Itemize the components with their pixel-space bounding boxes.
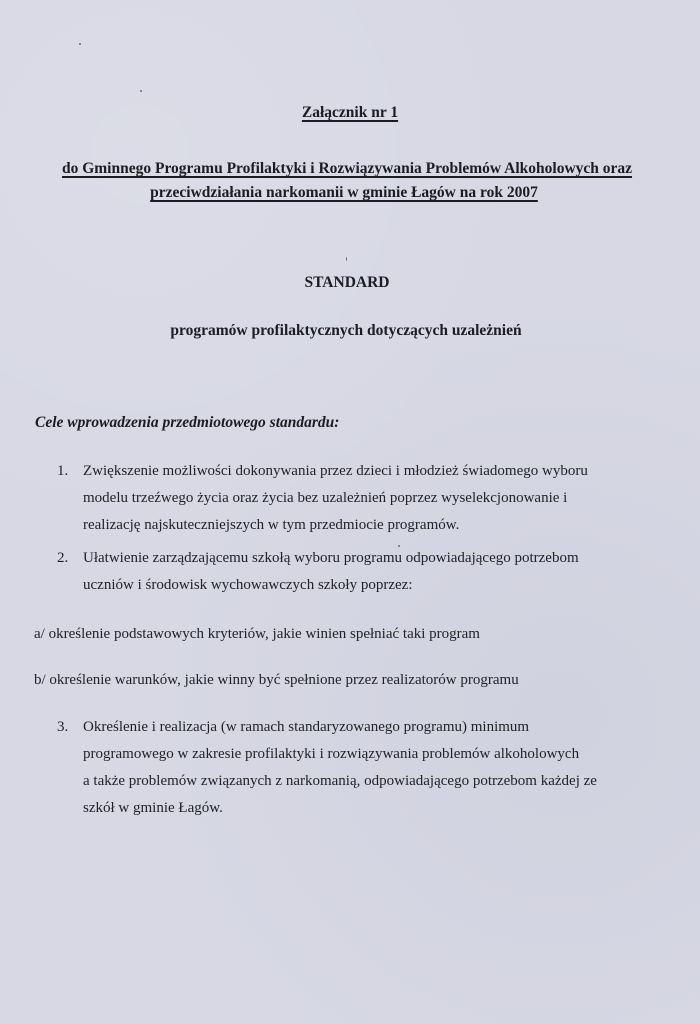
scan-speck	[140, 90, 142, 92]
list-line: Ułatwienie zarządzającemu szkołą wyboru programu odpowiadającego potrzebom	[83, 550, 579, 566]
list-line: programowego w zakresie profilaktyki i rozwiązywania problemów alkoholowych	[83, 746, 580, 762]
list-line: realizację najskuteczniejszych w tym przedmiocie programów.	[83, 517, 460, 533]
scan-speck	[346, 257, 347, 261]
list-number: 3.	[57, 719, 69, 735]
sub-item-a: a/ określenie podstawowych kryteriów, jakie winien spełniać taki program	[34, 626, 480, 642]
goals-heading: Cele wprowadzenia przedmiotowego standardu:	[35, 414, 340, 431]
list-line: Określenie i realizacja (w ramach standaryzowanego programu) minimum	[83, 719, 530, 735]
list-line: uczniów i środowisk wychowawczych szkoły poprzez:	[83, 577, 413, 593]
document-subtitle-line-2: przeciwdziałania narkomanii w gminie Łagów na rok 2007	[150, 184, 538, 201]
list-number: 1.	[57, 463, 69, 479]
list-line: Zwiększenie możliwości dokonywania przez dzieci i młodzież świadomego wyboru	[83, 463, 588, 479]
list-line: modelu trzeźwego życia oraz życia bez uzależnień poprzez wyselekcjonowanie i	[83, 490, 568, 506]
list-number: 2.	[57, 550, 69, 566]
list-line: a także problemów związanych z narkomanią, odpowiadającego potrzebom każdej ze	[83, 773, 597, 789]
standard-heading: STANDARD	[304, 274, 390, 291]
standard-subheading: programów profilaktycznych dotyczących uzależnień	[170, 322, 522, 339]
list-line: szkół w gminie Łagów.	[83, 800, 223, 816]
scan-speck	[79, 43, 81, 45]
document-subtitle-line-1: do Gminnego Programu Profilaktyki i Rozwiązywania Problemów Alkoholowych oraz	[61, 160, 633, 177]
attachment-title: Załącznik nr 1	[301, 104, 399, 121]
sub-item-b: b/ określenie warunków, jakie winny być spełnione przez realizatorów programu	[34, 672, 519, 688]
scan-speck	[398, 545, 400, 547]
